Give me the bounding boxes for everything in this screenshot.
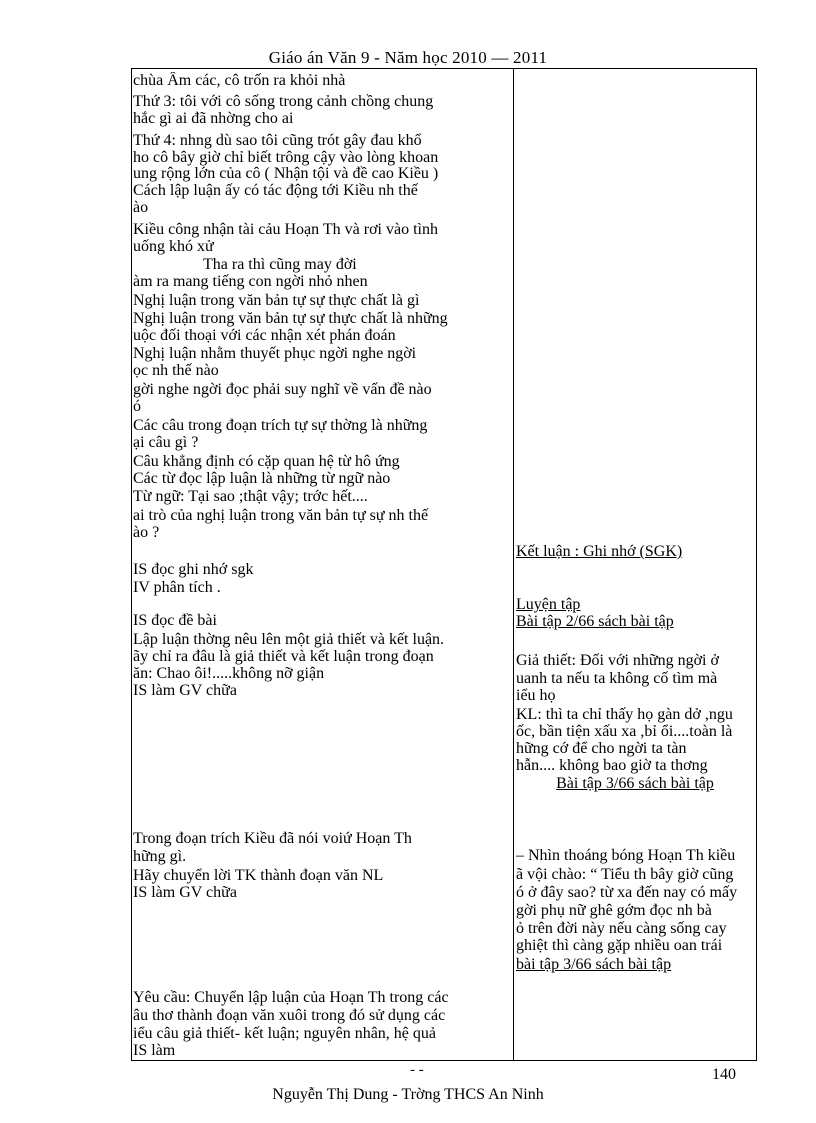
left-line: Các từ đọc lập luận là những từ ngữ nào	[133, 470, 391, 487]
left-line: ho cô bây giờ chỉ biết trông cậy vào lòng khoan	[133, 149, 439, 166]
right-line: Kết luận : Ghi nhớ (SGK)	[516, 543, 683, 560]
left-line: uống khó xử	[133, 238, 214, 255]
right-line: Luyện tập	[516, 596, 581, 613]
left-line: Nghị luận trong văn bản tự sự thực chất là những	[133, 310, 448, 327]
left-column	[133, 72, 507, 1057]
right-line: gời phụ nữ ghê gớm đọc nh bà	[516, 902, 712, 919]
right-line: – Nhìn thoáng bóng Hoạn Th kiều	[516, 847, 736, 864]
right-line: hẫn.... không bao giờ ta thơng	[516, 757, 708, 774]
left-line: gời nghe ngời đọc phải suy nghĩ về vấn đề nào	[133, 381, 432, 398]
page-header: Giáo án Văn 9 - Năm học 2010 — 2011	[268, 48, 548, 67]
right-line: Bài tập 2/66 sách bài tập	[516, 613, 674, 630]
left-line: Trong đoạn trích Kiều đã nói voiứ Hoạn Th	[133, 830, 412, 847]
left-line: ại câu gì ?	[133, 434, 199, 451]
left-line: Tha ra thì cũng may đời	[203, 256, 357, 273]
right-line: hững cớ để cho ngời ta tàn	[516, 740, 687, 757]
left-line: âu thơ thành đoạn văn xuôi trong đó sử dụng các	[133, 1007, 446, 1024]
left-line: IS đọc ghi nhớ sgk	[133, 561, 254, 578]
left-line: ai trò của nghị luận trong văn bản tự sự nh thế	[133, 507, 429, 524]
left-line: Cách lập luận ấy có tác động tới Kiều nh thế	[133, 182, 418, 199]
right-line: Giả thiết: Đối với những ngời ở	[516, 652, 719, 669]
left-line: Nghị luận nhằm thuyết phục ngời nghe ngời	[133, 345, 417, 362]
left-line: ào	[133, 199, 149, 216]
column-divider	[513, 68, 514, 1061]
right-line: KL: thì ta chỉ thấy họ gàn dở ,ngu	[516, 706, 733, 723]
right-line: ốc, bần tiện xấu xa ,bỉ ổi....toàn là	[516, 723, 733, 740]
left-line: ung rộng lớn của cô ( Nhận tội và đề cao Kiều )	[133, 165, 439, 182]
page-footer: Nguyễn Thị Dung - Trờng THCS An Ninh	[272, 1086, 544, 1103]
left-line: ãy chỉ ra đâu là giả thiết và kết luận trong đoạn	[133, 648, 434, 665]
left-line: IS đọc đề bài	[133, 612, 217, 629]
right-line: ã vội chào: “ Tiểu th bây giờ cũng	[516, 866, 734, 883]
right-line: ó ở đây sao? từ xa đến nay có mấy	[516, 884, 738, 901]
left-line: IV phân tích .	[133, 579, 221, 596]
left-line: Lập luận thờng nêu lên một giả thiết và kết luận.	[133, 631, 445, 648]
left-line: ào ?	[133, 524, 160, 541]
left-line: hững gì.	[133, 848, 187, 865]
left-line: Nghị luận trong văn bản tự sự thực chất là gì	[133, 292, 420, 309]
right-line: ghiệt thì càng gặp nhiều oan trái	[516, 937, 723, 954]
right-line: Bài tập 3/66 sách bài tập	[556, 775, 714, 792]
left-line: IS làm GV chữa	[133, 682, 237, 699]
left-line: Câu khẳng định có cặp quan hệ từ hô ứng	[133, 453, 400, 470]
right-line: iểu họ	[516, 687, 556, 704]
left-line: ăn: Chao ôi!.....không nỡ giận	[133, 665, 325, 682]
left-line: Thứ 4: nhng dù sao tôi cũng trót gây đau khổ	[133, 132, 422, 149]
left-line: chùa Âm các, cô trốn ra khỏi nhà	[133, 72, 346, 89]
left-line: uộc đối thoại với các nhận xét phán đoán	[133, 327, 396, 344]
right-line: uanh ta nếu ta không cố tìm mà	[516, 670, 718, 687]
left-line: Các câu trong đoạn trích tự sự thờng là những	[133, 417, 428, 434]
left-line: Từ ngữ: Tại sao ;thật vậy; trớc hết....	[133, 488, 368, 505]
page-number: 140	[712, 1066, 736, 1083]
right-column	[516, 72, 754, 1057]
left-line: ọc nh thế nào	[133, 362, 219, 379]
left-line: Hãy chuyển lời TK thành đoạn văn NL	[133, 867, 384, 884]
left-line: ó	[133, 398, 141, 415]
left-line: Kiều công nhận tài cảu Hoạn Th và rơi vào tình	[133, 221, 438, 238]
left-line: IS làm	[133, 1042, 176, 1057]
right-line: bài tập 3/66 sách bài tập	[516, 956, 672, 973]
page-marker: - -	[410, 1062, 424, 1078]
left-line: iểu câu giả thiết- kết luận; nguyên nhân, hệ quả	[133, 1025, 437, 1042]
left-line: àm ra mang tiếng con ngời nhỏ nhen	[133, 273, 368, 290]
left-line: Thứ 3: tôi với cô sống trong cảnh chồng chung	[133, 93, 434, 110]
left-line: Yêu cầu: Chuyển lập luận của Hoạn Th trong các	[133, 989, 449, 1006]
right-line: ỏ trên đời này nếu càng sống cay	[516, 920, 727, 937]
left-line: hắc gì ai đã nhờng cho ai	[133, 110, 294, 127]
left-line: IS làm GV chữa	[133, 884, 237, 901]
